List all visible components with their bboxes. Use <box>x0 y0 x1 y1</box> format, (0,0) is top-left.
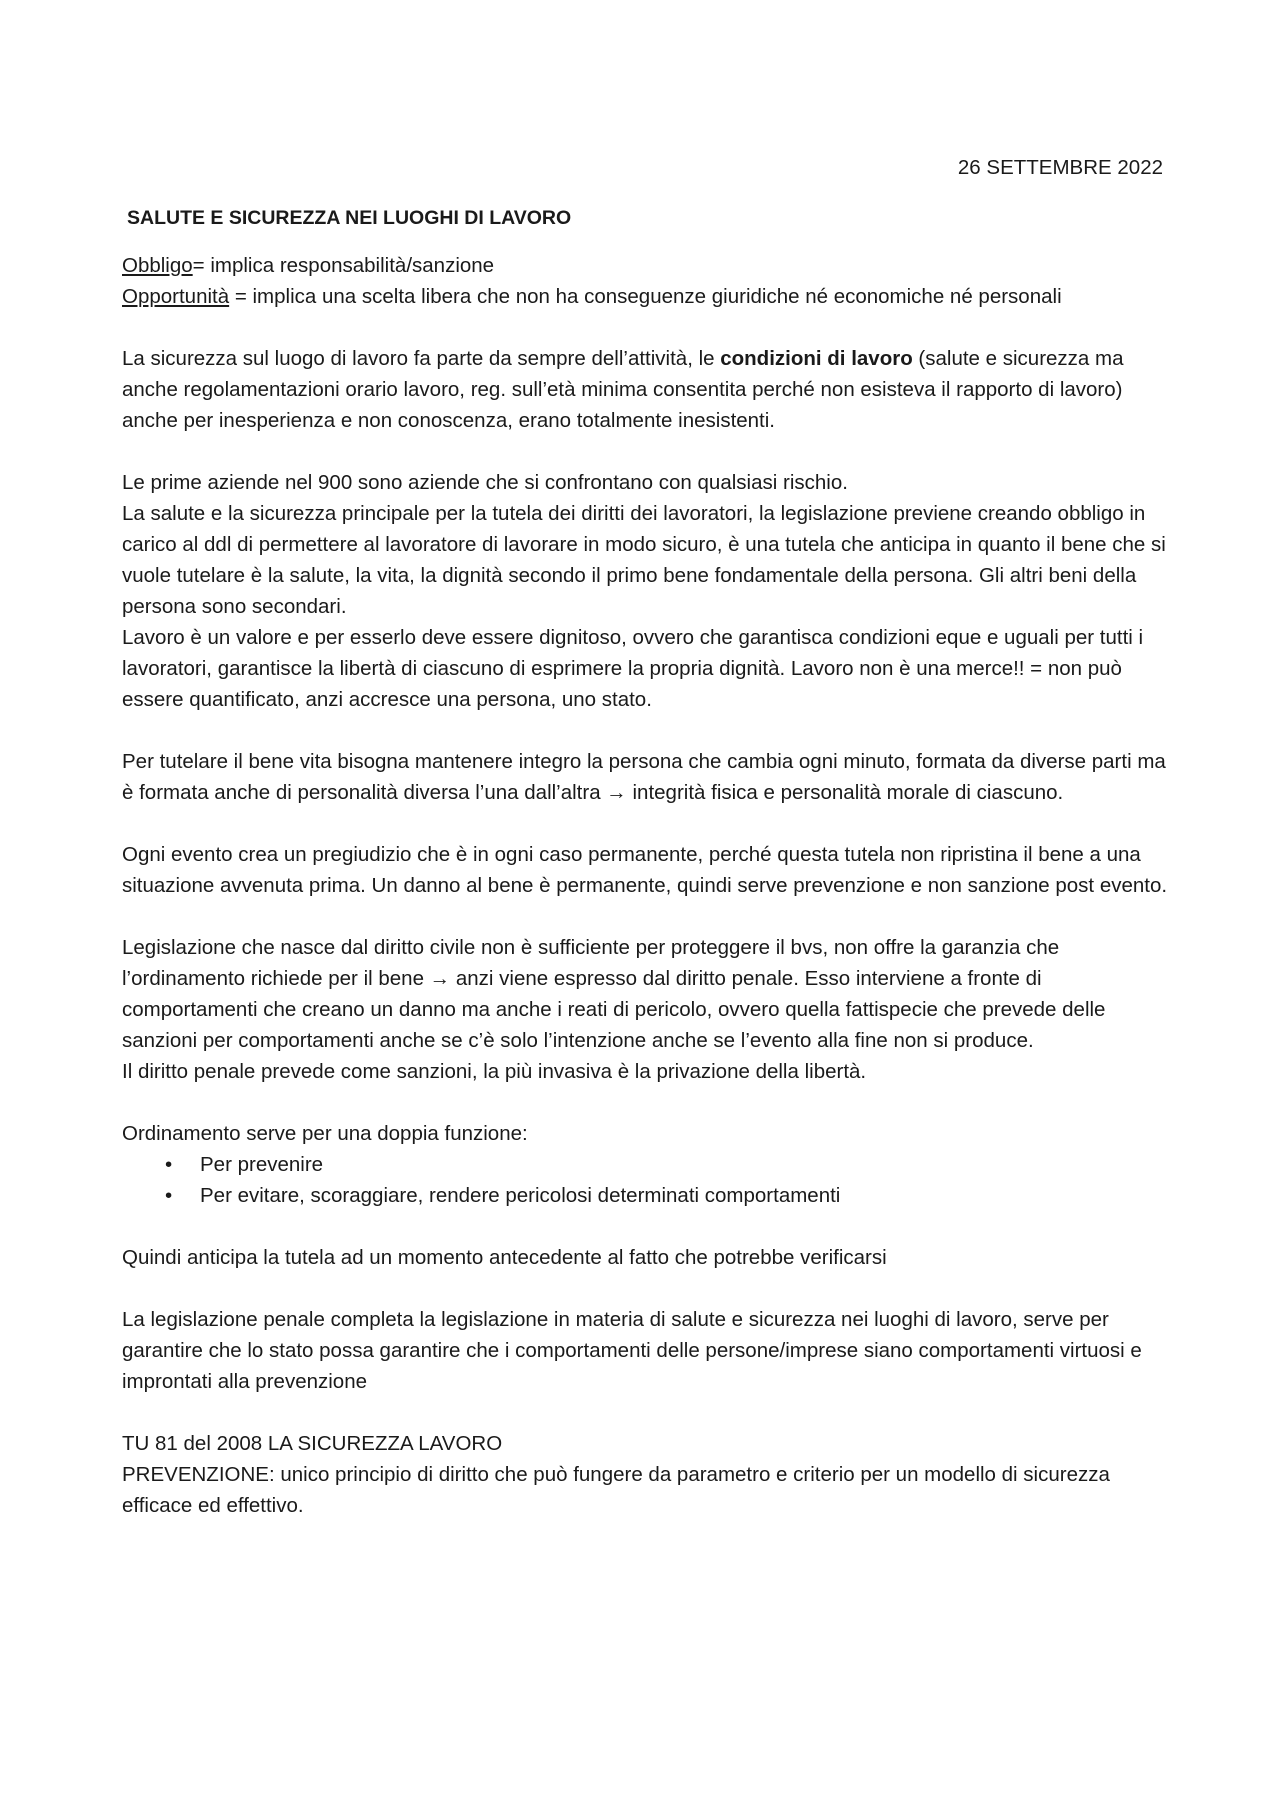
paragraph-lavoro-valore: Lavoro è un valore e per esserlo deve essere dignitoso, ovvero che garantisca condizioni eque e uguali per tutti i lavoratori, garantisce la libertà di ciascuno di esprimere la propria dignità. Lavoro non è una merce!! = non può essere quantificato, anzi accresce una persona, uno stato. <box>122 626 1144 711</box>
paragraph-prime-aziende: Le prime aziende nel 900 sono aziende che si confrontano con qualsiasi rischio. <box>122 471 848 494</box>
term-obbligo: Obbligo <box>122 254 193 277</box>
paragraph-text: (salute e sicurezza ma anche regolamentazioni orario lavoro, reg. sull’età minima consentita perché non esisteva il rapporto di lavoro) anche per inesperienza e non conoscenza, erano totalmente inesistenti. <box>122 347 1124 432</box>
bold-condizioni-di-lavoro: condizioni di lavoro <box>720 347 913 370</box>
list-item <box>122 1149 1172 1180</box>
bullet-icon: • <box>165 1184 173 1207</box>
document-body <box>122 250 1172 1552</box>
list-item-text: Per prevenire <box>200 1153 324 1176</box>
paragraph-sanzioni: Il diritto penale prevede come sanzioni, la più invasiva è la privazione della libertà. <box>122 1060 867 1083</box>
document-title: SALUTE E SICUREZZA NEI LUOGHI DI LAVORO <box>127 207 572 229</box>
paragraph-salute-sicurezza: La salute e la sicurezza principale per la tutela dei diritti dei lavoratori, la legislazione previene creando obbligo in carico al ddl di permettere al lavoratore di lavorare in modo sicuro, è una tutela che anticipa in quanto il bene che si vuole tutelare è la salute, la vita, la dignità secondo il primo bene fondamentale della persona. Gli altri beni della persona sono secondari. <box>122 502 1166 618</box>
paragraph-tu-81: TU 81 del 2008 LA SICUREZZA LAVORO <box>122 1432 503 1455</box>
definition-obbligo: = implica responsabilità/sanzione <box>192 254 495 277</box>
term-opportunita: Opportunità <box>122 285 230 308</box>
bullet-icon: • <box>165 1153 173 1176</box>
paragraph-doppia-funzione: Ordinamento serve per una doppia funzione: <box>122 1122 528 1145</box>
definition-opportunita: = implica una scelta libera che non ha conseguenze giuridiche né economiche né personali <box>229 285 1062 308</box>
paragraph-diritto-penale: Legislazione che nasce dal diritto civile non è sufficiente per proteggere il bvs, non offre la garanzia che l’ordinamento richiede per il bene → anzi viene espresso dal diritto penale. Esso interviene a fronte di comportamenti che creano un danno ma anche i reati di pericolo, ovvero quella fattispecie che prevede delle sanzioni per comportamenti anche se c’è solo l’intenzione anche se l’evento alla fine non si produce. <box>122 936 1106 1052</box>
list-item-text: Per evitare, scoraggiare, rendere pericolosi determinati comportamenti <box>200 1184 841 1207</box>
bullet-list <box>122 1149 1172 1211</box>
paragraph-bene-vita: Per tutelare il bene vita bisogna mantenere integro la persona che cambia ogni minuto, formata da diverse parti ma è formata anche di personalità diversa l’una dall’altra → integrità fisica e personalità morale di ciascuno. <box>122 750 1166 804</box>
document-date: 26 SETTEMBRE 2022 <box>957 156 1163 179</box>
paragraph-anticipa-tutela: Quindi anticipa la tutela ad un momento antecedente al fatto che potrebbe verificarsi <box>122 1246 887 1269</box>
paragraph-pregiudizio: Ogni evento crea un pregiudizio che è in ogni caso permanente, perché questa tutela non ripristina il bene a una situazione avvenuta prima. Un danno al bene è permanente, quindi serve prevenzione e non sanzione post evento. <box>122 843 1168 897</box>
paragraph-text: La sicurezza sul luogo di lavoro fa parte da sempre dell’attività, le <box>122 347 721 370</box>
paragraph-prevenzione: PREVENZIONE: unico principio di diritto che può fungere da parametro e criterio per un modello di sicurezza efficace ed effettivo. <box>122 1463 1110 1517</box>
paragraph-condizioni <box>122 343 1172 436</box>
list-item <box>122 1180 1172 1211</box>
paragraph-legislazione-penale: La legislazione penale completa la legislazione in materia di salute e sicurezza nei luoghi di lavoro, serve per garantire che lo stato possa garantire che i comportamenti delle persone/imprese siano comportamenti virtuosi e improntati alla prevenzione <box>122 1308 1142 1393</box>
definitions-block <box>122 250 1172 312</box>
